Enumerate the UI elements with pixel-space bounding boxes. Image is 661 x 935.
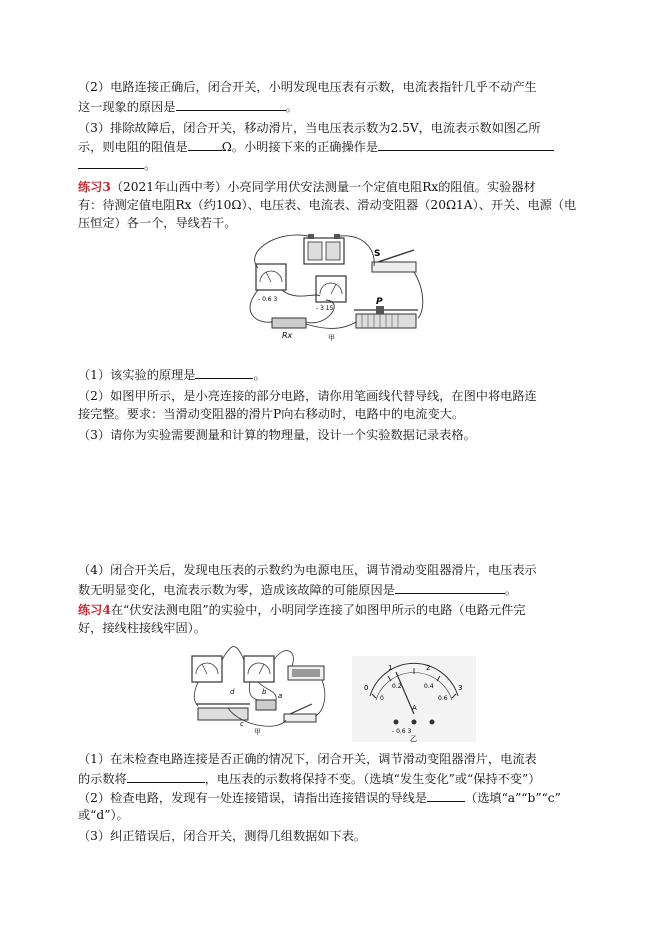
- meter-v-label: - 3 15: [316, 305, 334, 312]
- q3-line2: [78, 139, 554, 155]
- ex4-q1-text: 的示数将: [78, 772, 127, 786]
- ex3-label: 练习3: [78, 180, 111, 194]
- answer-blank[interactable]: [378, 139, 554, 151]
- ex4-line2: 好，接线柱接线牢固）。: [78, 621, 206, 635]
- voltmeter-icon: [192, 656, 222, 682]
- ex4-q1-line2: [78, 771, 540, 787]
- ex4-circuit-figure: [188, 640, 332, 736]
- wire-label-a: a: [278, 692, 283, 700]
- ammeter-icon: [316, 276, 346, 302]
- q2-line1: （2）电路连接正确后，闭合开关，小明发现电压表有示数，电流表指针几乎不动产生: [78, 80, 537, 94]
- ex3-q1-text: （1）该实验的原理是: [78, 368, 196, 382]
- ex3-q4-line2: [78, 582, 517, 598]
- terminal-labels: - 0.6 3: [392, 728, 412, 735]
- q3-line3: [78, 157, 156, 173]
- unit-label: A: [412, 704, 417, 712]
- fig-label-jia: 甲: [254, 728, 261, 736]
- meter-a-label: - 0.6 3: [258, 296, 278, 303]
- q3-line2-text: 示，则电阻的阻值是: [78, 140, 188, 154]
- ex3-q1: [78, 367, 266, 383]
- scale-top-2: 2: [426, 664, 431, 672]
- ex3-q4-line1: （4）闭合开关后，发现电压表的示数约为电源电压，调节滑动变阻器滑片，电压表示: [78, 563, 537, 577]
- answer-blank[interactable]: [195, 367, 253, 379]
- q2-line2: [78, 99, 298, 115]
- ex3-q4-text: 数无明显变化，电流表示数为零，造成该故障的可能原因是: [78, 583, 395, 597]
- wire-label-b: b: [262, 688, 267, 696]
- ammeter-dial-figure: [352, 656, 476, 742]
- switch-label: S: [374, 249, 381, 259]
- wire-label-c: c: [240, 720, 244, 728]
- rheostat-icon: [198, 708, 248, 720]
- resistor-icon: [272, 318, 306, 328]
- switch-icon: [284, 714, 316, 722]
- rx-label: Rx: [282, 331, 293, 340]
- ammeter-icon: [244, 656, 274, 682]
- fig-label-yi: 乙: [410, 735, 417, 742]
- scale-bottom-0: 0: [380, 695, 384, 702]
- ex4-q3: （3）纠正错误后，闭合开关，测得几组数据如下表。: [78, 829, 367, 843]
- q3-line1: （3）排除故障后，闭合开关，移动滑片，当电压表示数为2.5V，电流表示数如图乙所: [78, 121, 541, 135]
- scale-top-1: 1: [388, 664, 393, 672]
- ex3-text1: （2021年山西中考）小亮同学用伏安法测量一个定值电阻Rx的阻值。实验器材: [110, 180, 536, 194]
- ex4-label: 练习4: [78, 603, 111, 617]
- ex3-circuit-figure: [236, 232, 432, 344]
- scale-bottom-02: 0.2: [392, 683, 402, 690]
- ex4-line1: [78, 603, 526, 618]
- ex3-line2: 有：待测定值电阻Rx（约10Ω）、电压表、电流表、滑动变阻器（20Ω1A）、开关、电源（电: [78, 198, 577, 212]
- ex3-q3: （3）请你为实验需要测量和计算的物理量，设计一个实验数据记录表格。: [78, 428, 476, 442]
- scale-bottom-06: 0.6: [438, 695, 448, 702]
- answer-blank[interactable]: [78, 157, 144, 169]
- ex4-q2-line2: 或“d”）。: [78, 808, 129, 822]
- voltmeter-icon: [256, 264, 286, 290]
- answer-blank[interactable]: [395, 582, 505, 594]
- ex4-q2-line1: [78, 790, 561, 806]
- answer-blank[interactable]: [188, 139, 222, 151]
- q3-line2-mid: Ω。小明接下来的正确操作是: [221, 140, 379, 154]
- ex3-line3: 压恒定）各一个，导线若干。: [78, 216, 237, 230]
- ex3-line1: [78, 180, 536, 195]
- switch-icon: [372, 262, 416, 272]
- ex3-q2-line2: 接完整。要求：当滑动变阻器的滑片P向右移动时，电路中的电流变大。: [78, 407, 465, 421]
- ex3-q1-end: 。: [253, 368, 266, 382]
- slider-label: P: [376, 297, 383, 307]
- ex3-q2-line1: （2）如图甲所示，是小亮连接的部分电路，请你用笔画线代替导线，在图中将电路连: [78, 389, 537, 403]
- q3-line3-end: 。: [144, 158, 157, 172]
- ex4-text1: 在“伏安法测电阻”的实验中，小明同学连接了如图甲所示的电路（电路元件完: [110, 603, 526, 617]
- q2-line2-end: 。: [285, 100, 298, 114]
- scale-bottom-04: 0.4: [424, 683, 434, 690]
- ex4-q2-text: （2）检查电路，发现有一处连接错误，请指出连接错误的导线是: [78, 791, 428, 805]
- ex3-q4-end: 。: [504, 583, 518, 597]
- q2-line2-text: 这一现象的原因是: [78, 100, 176, 114]
- answer-blank[interactable]: [427, 790, 465, 802]
- ex4-q2-end: （选填“a”“b”“c”: [465, 791, 561, 805]
- resistor-icon: [256, 700, 276, 710]
- answer-blank[interactable]: [127, 771, 205, 783]
- scale-top-3: 3: [458, 684, 463, 692]
- ex4-q1-line1: （1）在未检查电路连接是否正确的情况下，闭合开关，调节滑动变阻器滑片，电流表: [78, 752, 537, 766]
- wire-label-d: d: [230, 688, 235, 696]
- scale-top-0: 0: [364, 684, 369, 692]
- ex4-q1-end: ，电压表的示数将保持不变。（选填“发生变化”或“保持不变”）: [204, 772, 541, 786]
- answer-blank[interactable]: [176, 99, 286, 111]
- fig-label-jia: 甲: [328, 334, 335, 342]
